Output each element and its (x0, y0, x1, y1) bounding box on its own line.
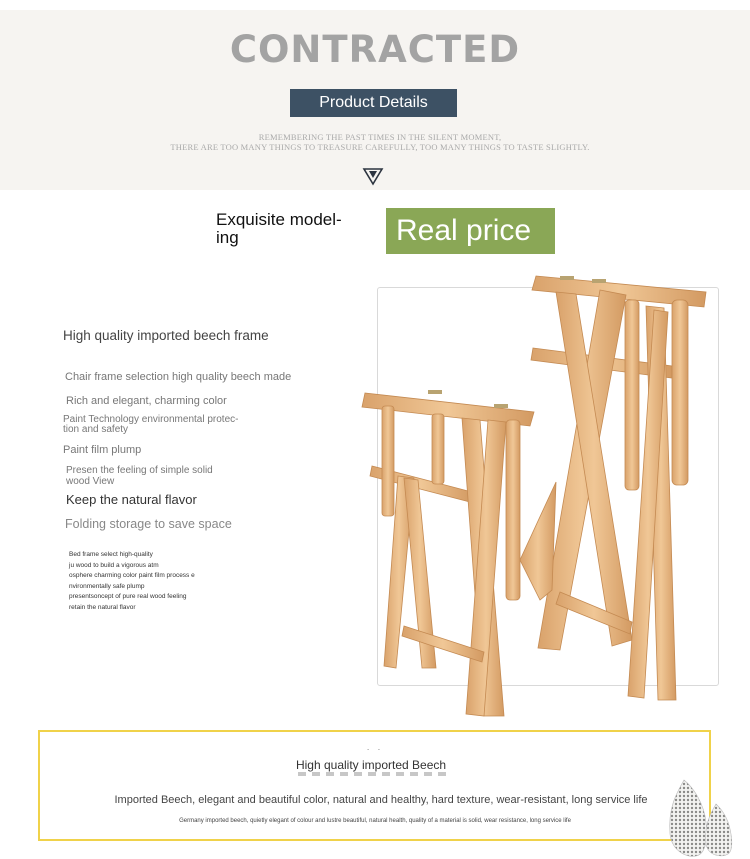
feature-title: High quality imported beech frame (63, 328, 269, 343)
bottom-description: Imported Beech, elegant and beautiful color, natural and healthy, hard texture, wear-resistant, long service life (114, 794, 648, 806)
feature-small-list (69, 550, 195, 614)
feature-item: Folding storage to save space (65, 517, 232, 531)
product-details-badge: Product Details (290, 89, 457, 117)
exquisite-modeling-text: Exquisite model- ing (216, 210, 342, 247)
bottom-title: High quality imported Beech (295, 758, 447, 772)
feature-item: Keep the natural flavor (66, 492, 197, 507)
small-line: nvironmentally safe plump (69, 582, 145, 590)
small-line: presentsoncept of pure real wood feeling (69, 593, 187, 601)
small-line: ju wood to build a vigorous atm (69, 561, 159, 569)
feature-item: Rich and elegant, charming color (66, 395, 227, 407)
small-line: Bed frame select high-quality (69, 551, 153, 558)
bottom-dots: · · (366, 745, 384, 754)
small-line: osphere charming color paint film process e (69, 572, 195, 580)
feature-item: Chair frame selection high quality beech made (65, 371, 292, 383)
page-headline: CONTRACTED (229, 28, 521, 71)
product-photo-frame (377, 287, 719, 686)
header-subline-1: REMEMBERING THE PAST TIMES IN THE SILENT MOMENT, (258, 132, 502, 142)
real-price-badge: Real price (386, 208, 555, 254)
bottom-ghost-line (298, 772, 448, 776)
vase-decor-image (666, 778, 750, 859)
feature-item: Paint film plump (63, 444, 142, 456)
bottom-small-text: Germany imported beech, quietly elegant of colour and lustre beautiful, natural health, quality of a material is solid, wear resistance, long service life (179, 818, 571, 824)
chevron-down-icon (362, 166, 384, 186)
small-line: retain the natural flavor (69, 603, 136, 611)
feature-item: Paint Technology environmental protec- tion and safety (63, 414, 239, 435)
feature-item: Presen the feeling of simple solid wood View (66, 465, 213, 487)
header-subline-2: THERE ARE TOO MANY THINGS TO TREASURE CAREFULLY, TOO MANY THINGS TO TASTE SLIGHTLY. (170, 142, 590, 152)
